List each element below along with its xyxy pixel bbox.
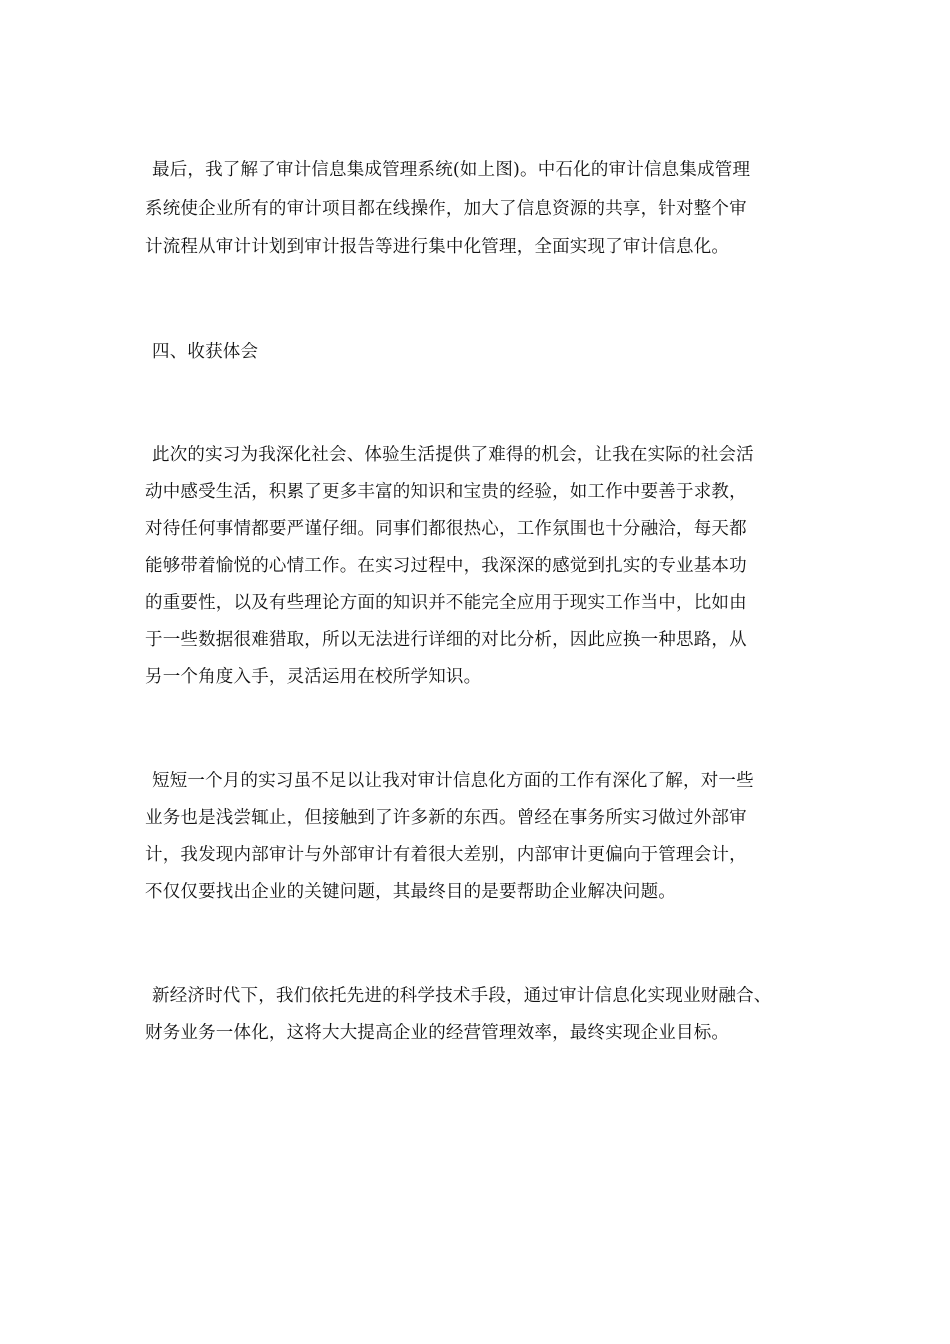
paragraph-2-line-7: 另一个角度入手，灵活运用在校所学知识。 bbox=[145, 667, 482, 687]
paragraph-1-line-2: 系统使企业所有的审计项目都在线操作，加大了信息资源的共享，针对整个审 bbox=[145, 199, 747, 219]
paragraph-2-line-2: 动中感受生活，积累了更多丰富的知识和宝贵的经验，如工作中要善于求教， bbox=[145, 482, 747, 502]
paragraph-3-line-2: 业务也是浅尝辄止，但接触到了许多新的东西。曾经在事务所实习做过外部审 bbox=[145, 808, 747, 828]
paragraph-3-line-4: 不仅仅要找出企业的关键问题，其最终目的是要帮助企业解决问题。 bbox=[145, 882, 676, 902]
paragraph-1-line-3: 计流程从审计计划到审计报告等进行集中化管理，全面实现了审计信息化。 bbox=[145, 237, 730, 257]
paragraph-3-line-3: 计，我发现内部审计与外部审计有着很大差别，内部审计更偏向于管理会计， bbox=[145, 845, 747, 865]
paragraph-1-line-1: 最后，我了解了审计信息集成管理系统(如上图)。中石化的审计信息集成管理 bbox=[152, 160, 751, 180]
paragraph-4-line-2: 财务业务一体化，这将大大提高企业的经营管理效率，最终实现企业目标。 bbox=[145, 1023, 730, 1043]
paragraph-2-line-6: 于一些数据很难猎取，所以无法进行详细的对比分析，因此应换一种思路，从 bbox=[145, 630, 747, 650]
paragraph-2-line-1: 此次的实习为我深化社会、体验生活提供了难得的机会，让我在实际的社会活 bbox=[152, 445, 754, 465]
paragraph-2-line-4: 能够带着愉悦的心情工作。在实习过程中，我深深的感觉到扎实的专业基本功 bbox=[145, 556, 747, 576]
section-heading: 四、收获体会 bbox=[152, 342, 259, 362]
paragraph-2-line-5: 的重要性，以及有些理论方面的知识并不能完全应用于现实工作当中，比如由 bbox=[145, 593, 747, 613]
paragraph-2-line-3: 对待任何事情都要严谨仔细。同事们都很热心，工作氛围也十分融洽，每天都 bbox=[145, 519, 747, 539]
paragraph-3-line-1: 短短一个月的实习虽不足以让我对审计信息化方面的工作有深化了解，对一些 bbox=[152, 771, 754, 791]
paragraph-4-line-1: 新经济时代下，我们依托先进的科学技术手段，通过审计信息化实现业财融合、 bbox=[152, 986, 772, 1006]
